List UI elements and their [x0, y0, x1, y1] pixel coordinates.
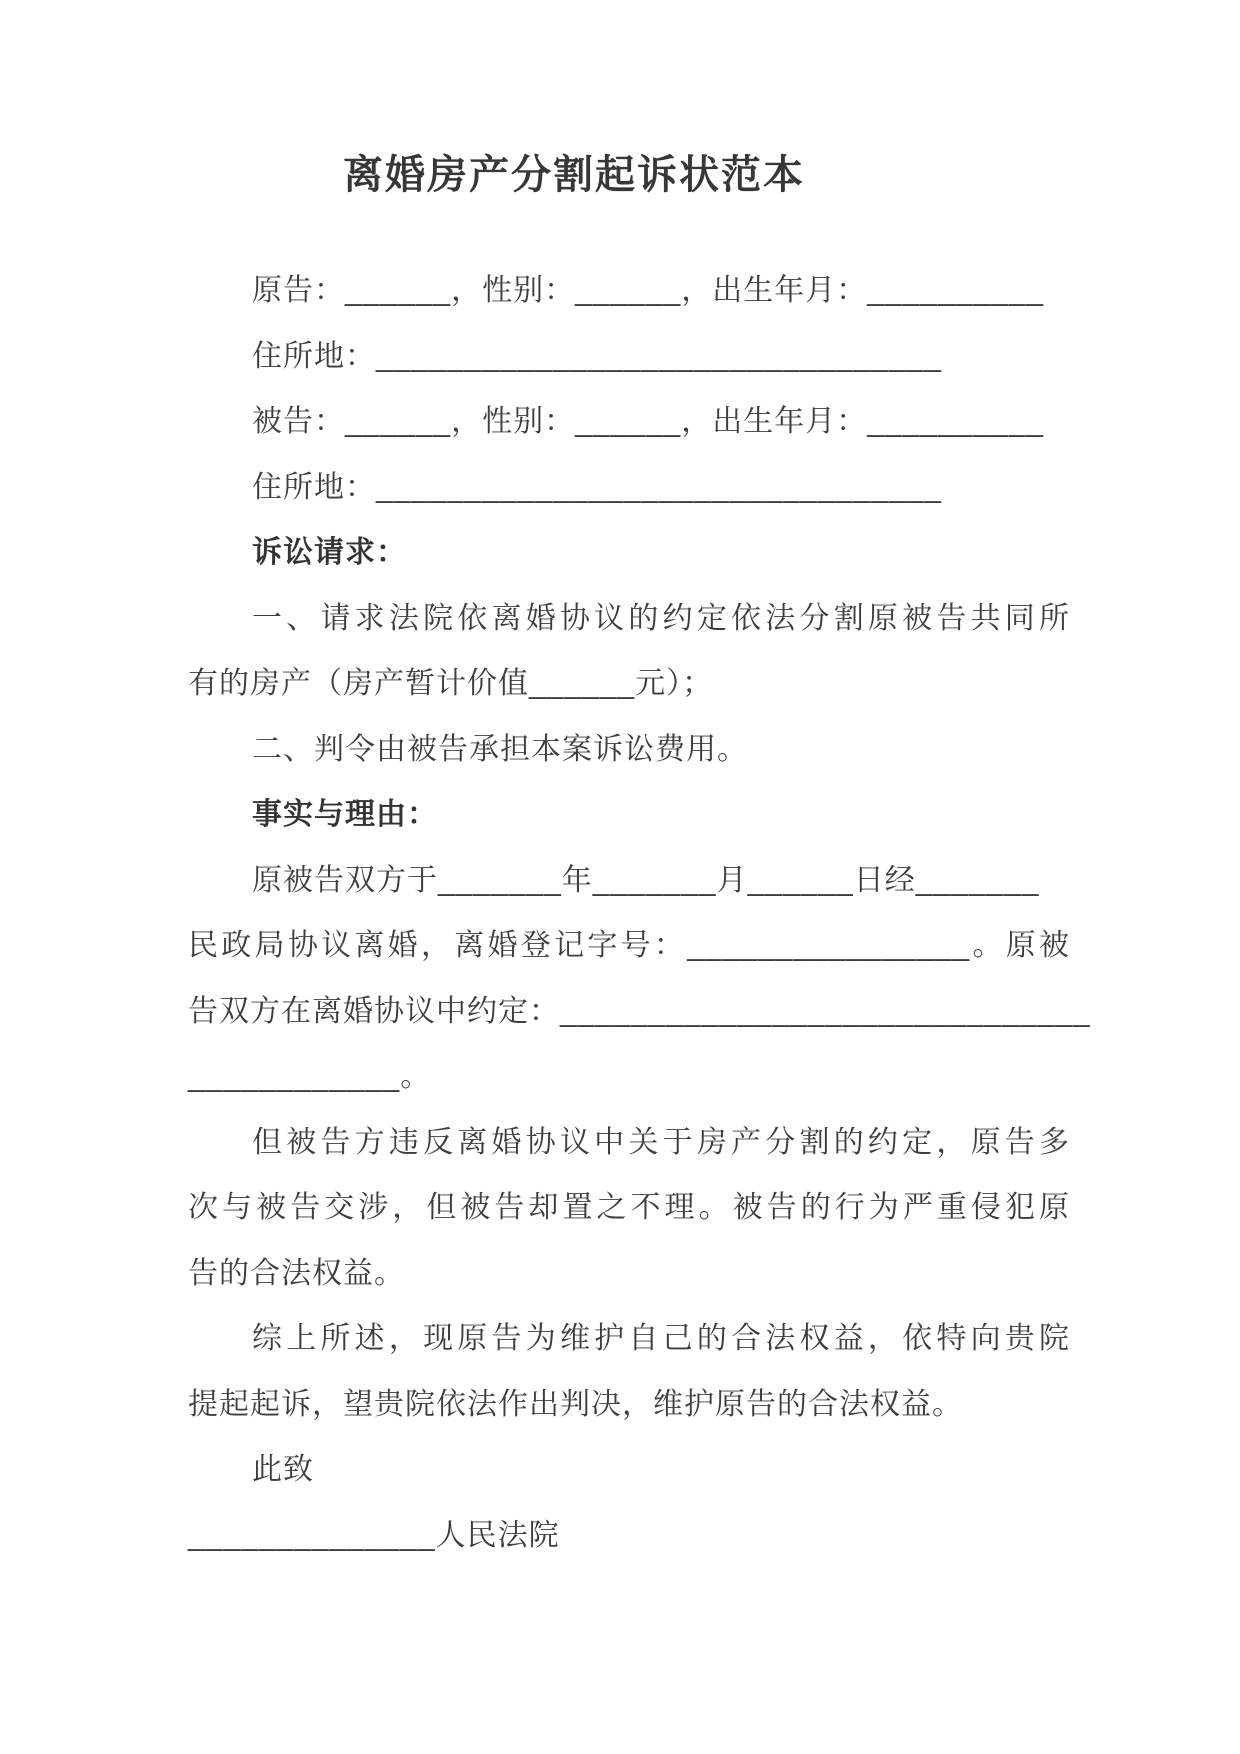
- line-claim-2: 二、判令由被告承担本案诉讼费用。: [252, 732, 748, 766]
- line-defendant-address: 住所地：________________________________: [252, 470, 942, 504]
- line-court-name: ______________人民法院: [188, 1518, 560, 1552]
- heading-facts: 事实与理由：: [252, 798, 438, 831]
- line-plaintiff-info: 原告：______，性别：______，出生年月：__________: [252, 274, 1045, 307]
- line-summary-2: 提起起诉，望贵院依法作出判决，维护原告的合法权益。: [188, 1387, 963, 1421]
- heading-claims: 诉讼请求：: [252, 536, 407, 569]
- line-facts-violation-2: 次与被告交涉，但被告却置之不理。被告的行为严重侵犯原: [188, 1191, 1070, 1224]
- document-body: [188, 258, 1091, 1568]
- line-claim-1-part2: 有的房产（房产暂计价值______元）；: [188, 667, 714, 700]
- line-summary-1: 综上所述，现原告为维护自己的合法权益，依特向贵院: [252, 1322, 1070, 1355]
- line-facts-violation-3: 告的合法权益。: [188, 1256, 405, 1290]
- line-defendant-info: 被告：______，性别：______，出生年月：__________: [252, 405, 1045, 438]
- page-title: 离婚房产分割起诉状范本: [343, 153, 805, 197]
- line-salutation: 此致: [252, 1453, 314, 1486]
- line-facts-registration: 民政局协议离婚，离婚登记字号：________________。原被: [188, 929, 1070, 962]
- line-facts-violation-1: 但被告方违反离婚协议中关于房产分割的约定，原告多: [252, 1125, 1070, 1159]
- line-facts-agreement-cont: ____________。: [188, 1060, 432, 1093]
- line-facts-divorce-date: 原被告双方于_______年_______月______日经_______: [252, 863, 1040, 897]
- line-claim-1-part1: 一、请求法院依离婚协议的约定依法分割原被告共同所: [252, 601, 1070, 635]
- line-facts-agreement: 告双方在离婚协议中约定：______________________________: [188, 994, 1091, 1028]
- line-plaintiff-address: 住所地：________________________________: [252, 339, 942, 373]
